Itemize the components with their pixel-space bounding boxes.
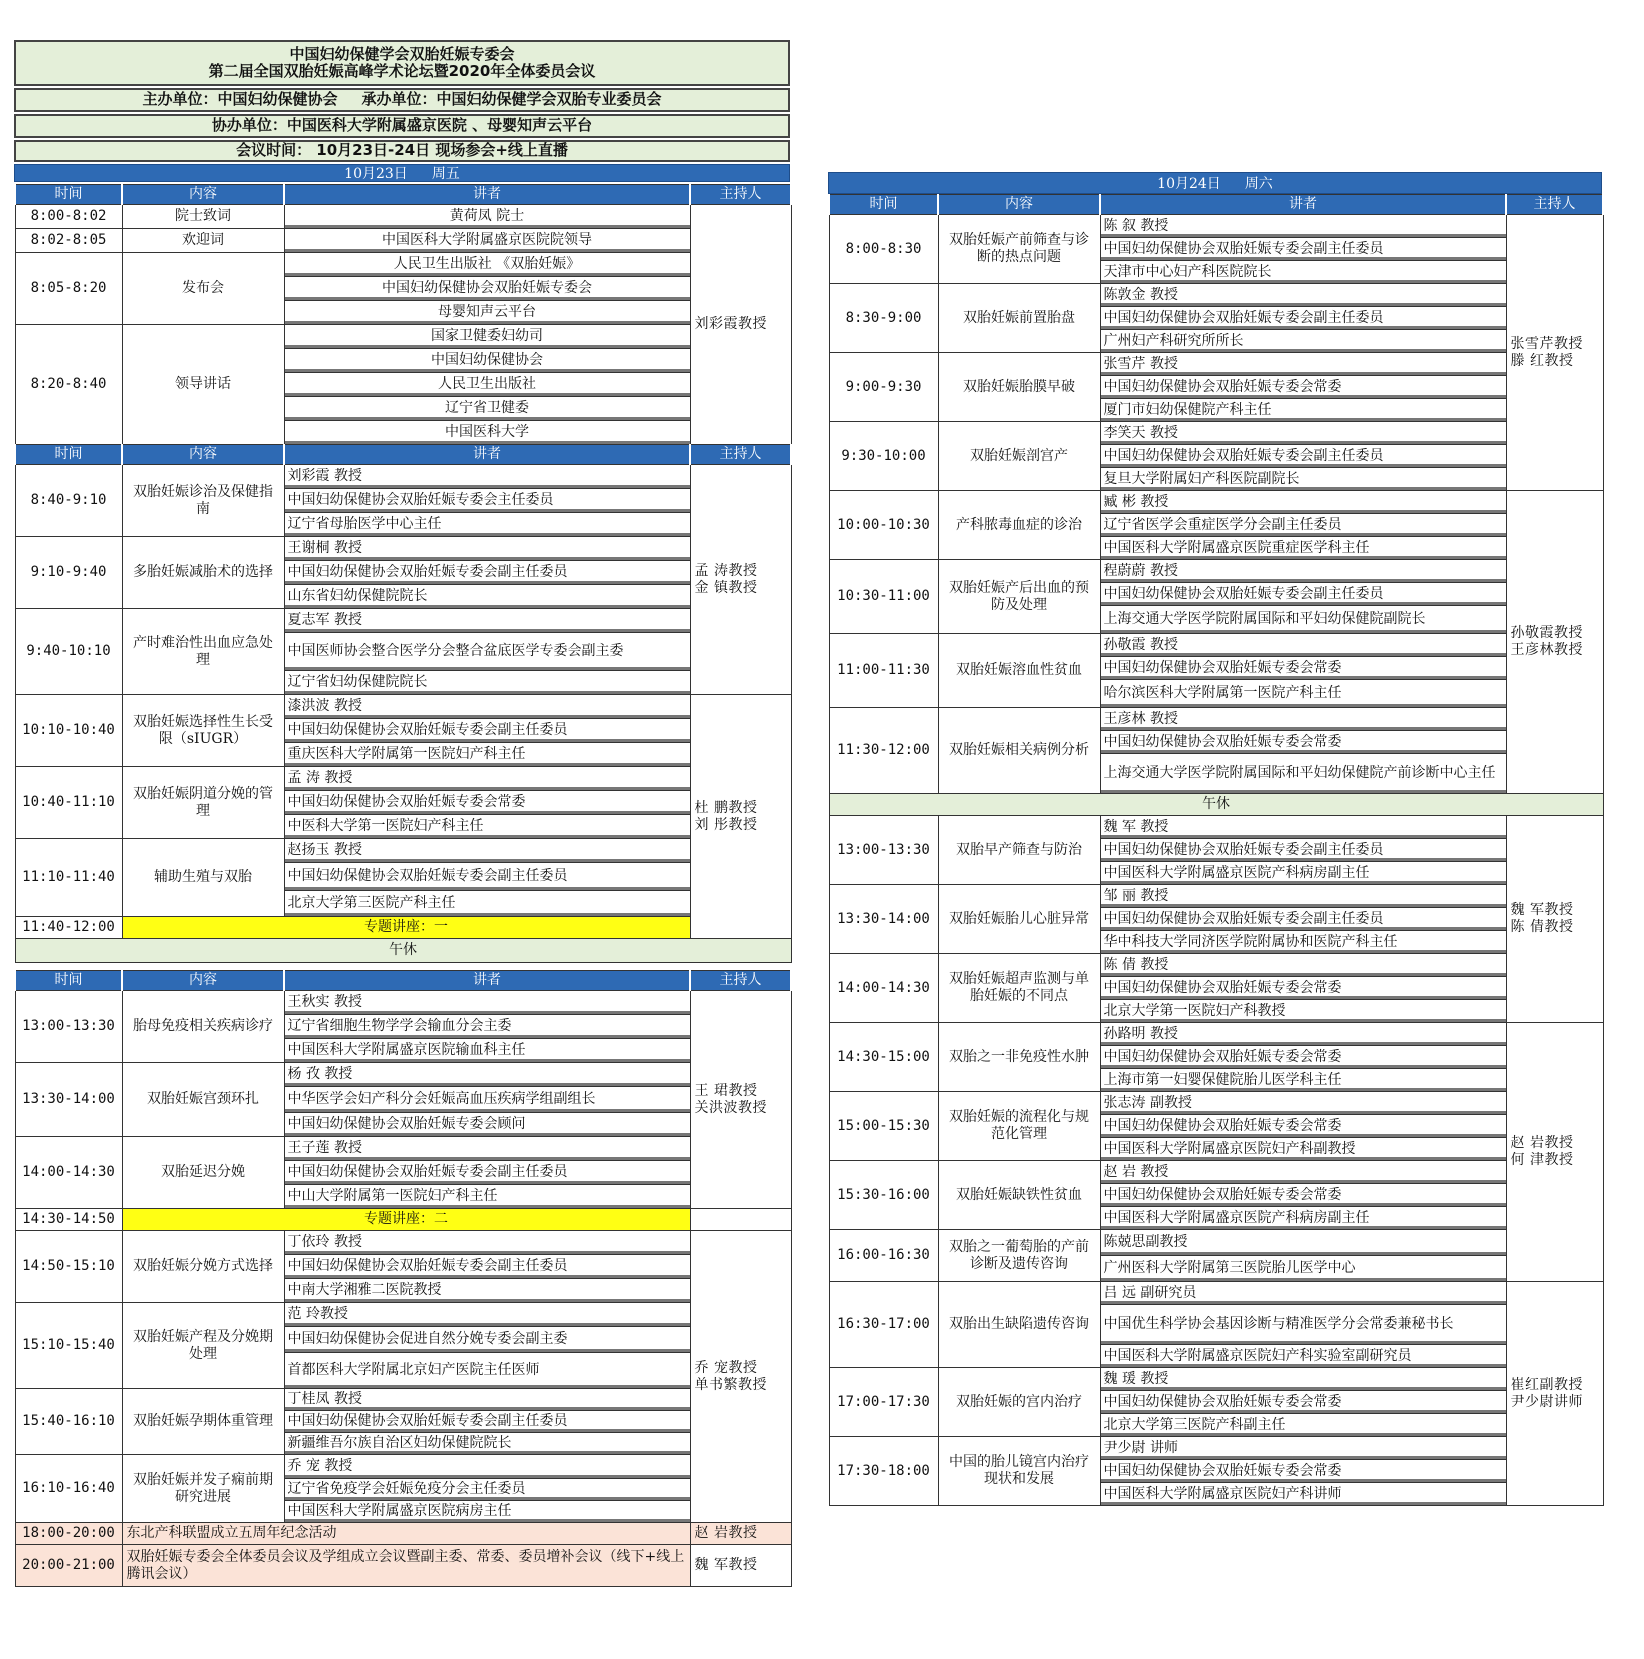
speaker-name: 杨 孜 教授 [284, 1063, 690, 1087]
session-topic: 双胎妊娠的宫内治疗 [938, 1368, 1100, 1437]
session-time: 10:30-11:00 [829, 560, 938, 634]
speaker-title: 辽宁省医学会重症医学分会副主任委员 [1100, 514, 1506, 537]
event-time: 18:00-20:00 [15, 1523, 122, 1545]
speaker-affiliation: 复旦大学附属妇产科医院副院长 [1100, 468, 1506, 491]
session-topic: 双胎妊娠阴道分娩的管理 [122, 767, 284, 839]
session-time: 10:00-10:30 [829, 491, 938, 560]
speaker-affiliation: 广州妇产科研究所所长 [1100, 330, 1506, 353]
speaker-title: 中国妇幼保健协会双胎妊娠专委会副主任委员 [284, 863, 690, 891]
session-topic: 双胎之一非免疫性水肿 [938, 1023, 1100, 1092]
speaker-title: 中国妇幼保健协会双胎妊娠专委会副主任委员 [284, 719, 690, 743]
host-name: 陈 倩教授 [1510, 919, 1574, 935]
session-host [1506, 491, 1603, 794]
speaker-affiliation: 新疆维吾尔族自治区妇幼保健院院长 [284, 1433, 690, 1455]
speaker-affiliation: 辽宁省母胎医学中心主任 [284, 513, 690, 537]
session-topic: 双胎妊娠并发子痫前期研究进展 [122, 1455, 284, 1523]
session-topic: 双胎延迟分娩 [122, 1137, 284, 1209]
speaker-name: 夏志军 教授 [284, 609, 690, 633]
meeting-time-bar [14, 140, 790, 162]
session-time: 8:00-8:30 [829, 215, 938, 284]
session-topic: 双胎妊娠选择性生长受限（sIUGR） [122, 695, 284, 767]
speaker-title: 中国妇幼保健协会双胎妊娠专委会常委 [1100, 1391, 1506, 1414]
session-host [1506, 1023, 1603, 1282]
session-time: 13:00-13:30 [829, 816, 938, 885]
speaker-title: 中国妇幼保健协会促进自然分娩专委会副主委 [284, 1327, 690, 1353]
host-name: 王 珺教授 [694, 1082, 758, 1099]
speaker-name: 吕 远 副研究员 [1100, 1282, 1506, 1305]
speaker-affiliation: 中国妇幼保健协会双胎妊娠专委会顾问 [284, 1113, 690, 1137]
session-host [1506, 1282, 1603, 1506]
speaker-title: 中华医学会妇产科分会妊娠高血压疾病学组副组长 [284, 1087, 690, 1113]
session-topic: 双胎妊娠胎儿心脏异常 [938, 885, 1100, 954]
host-name: 张雪芹教授 [1510, 335, 1583, 352]
session-topic: 发布会 [122, 253, 284, 325]
speaker-affiliation: 首都医科大学附属北京妇产医院主任医师 [284, 1353, 690, 1389]
host-name: 单书繁教授 [694, 1376, 767, 1393]
session-time: 9:30-10:00 [829, 422, 938, 491]
empty-cell [690, 1209, 791, 1231]
organizer-label: 承办单位：中国妇幼保健学会双胎专业委员会 [361, 90, 662, 109]
session-time: 17:30-18:00 [829, 1437, 938, 1506]
session-topic: 胎母免疫相关疾病诊疗 [122, 991, 284, 1063]
meeting-time: 会议时间： 10月23日-24日 现场参会+线上直播 [236, 141, 568, 160]
session-topic: 双胎妊娠诊治及保健指南 [122, 465, 284, 537]
host-name: 崔红副教授 [1510, 1376, 1583, 1393]
speaker-title: 中国妇幼保健协会双胎妊娠专委会副主任委员 [1100, 908, 1506, 931]
speaker-name: 丁桂凤 教授 [284, 1389, 690, 1411]
lunch-break-bar: 午休 [829, 794, 1603, 816]
speaker-name: 赵扬玉 教授 [284, 839, 690, 863]
speaker-title: 辽宁省免疫学会妊娠免疫分会主任委员 [284, 1479, 690, 1501]
col-header-speaker: 讲者 [284, 185, 690, 205]
session-time: 9:40-10:10 [15, 609, 122, 695]
conference-title: 第二届全国双胎妊娠高峰学术论坛暨2020年全体委员会议 [208, 62, 596, 80]
day1-opening-table [14, 184, 792, 445]
speaker-title: 中国妇幼保健协会双胎妊娠专委会常委 [1100, 1115, 1506, 1138]
host-name: 孟 涛教授 [694, 562, 758, 579]
conference-title-banner [14, 40, 790, 86]
session-topic: 双胎妊娠分娩方式选择 [122, 1231, 284, 1303]
col-header-time: 时间 [15, 445, 122, 465]
speaker-title: 中国妇幼保健协会双胎妊娠专委会副主任委员 [1100, 307, 1506, 330]
host-name: 何 津教授 [1510, 1152, 1574, 1168]
special-lecture-1: 专题讲座：一 [122, 917, 690, 939]
speaker-title: 中国妇幼保健协会双胎妊娠专委会常委 [1100, 1460, 1506, 1483]
speaker-title: 辽宁省细胞生物学学会输血分会主委 [284, 1015, 690, 1039]
session-time: 8:02-8:05 [15, 229, 122, 253]
speaker-title: 中国妇幼保健协会双胎妊娠专委会副主任委员 [284, 1255, 690, 1279]
speaker-affiliation: 中国医科大学附属盛京医院产科病房副主任 [1100, 862, 1506, 885]
speaker-affiliation: 中国医科大学附属盛京医院妇产科副教授 [1100, 1138, 1506, 1161]
col-header-host: 主持人 [690, 445, 791, 465]
speaker-affiliation: 北京大学第三医院产科主任 [284, 891, 690, 917]
session-host [1506, 215, 1603, 491]
speaker-name: 魏 军 教授 [1100, 816, 1506, 839]
session-time: 15:10-15:40 [15, 1303, 122, 1389]
session-time: 15:00-15:30 [829, 1092, 938, 1161]
speaker-affiliation: 中南大学湘雅二医院教授 [284, 1279, 690, 1303]
session-time: 14:50-15:10 [15, 1231, 122, 1303]
col-header-speaker: 讲者 [284, 971, 690, 991]
speaker-name: 程蔚蔚 教授 [1100, 560, 1506, 583]
event-host: 赵 岩教授 [690, 1523, 791, 1545]
speaker-line: 辽宁省卫健委 [284, 397, 690, 421]
special-lecture-2: 专题讲座：二 [122, 1209, 690, 1231]
col-header-content: 内容 [122, 971, 284, 991]
speaker-title: 中国妇幼保健协会双胎妊娠专委会副主任委员 [1100, 583, 1506, 606]
host-name: 赵 岩教授 [1510, 1135, 1574, 1152]
session-topic: 领导讲话 [122, 325, 284, 445]
speaker-name: 王秋实 教授 [284, 991, 690, 1015]
speaker-title: 中国妇幼保健协会双胎妊娠专委会副主任委员 [1100, 238, 1506, 261]
session-host [690, 991, 791, 1209]
speaker-name: 漆洪波 教授 [284, 695, 690, 719]
speaker-affiliation: 哈尔滨医科大学附属第一医院产科主任 [1100, 680, 1506, 708]
co-host-label: 协办单位：中国医科大学附属盛京医院 、母婴知声云平台 [211, 116, 593, 135]
col-header-host: 主持人 [690, 971, 791, 991]
session-time: 16:00-16:30 [829, 1230, 938, 1282]
speaker-title: 中国妇幼保健协会双胎妊娠专委会常委 [1100, 1184, 1506, 1207]
session-time: 13:30-14:00 [829, 885, 938, 954]
session-topic: 双胎出生缺陷遗传咨询 [938, 1282, 1100, 1368]
session-topic: 双胎妊娠宫颈环扎 [122, 1063, 284, 1137]
speaker-affiliation: 厦门市妇幼保健院产科主任 [1100, 399, 1506, 422]
speaker-title: 中国妇幼保健协会双胎妊娠专委会常委 [1100, 977, 1506, 1000]
col-header-time: 时间 [15, 971, 122, 991]
event-host: 魏 军教授 [690, 1545, 791, 1587]
session-time: 14:00-14:30 [15, 1137, 122, 1209]
col-header-content: 内容 [122, 445, 284, 465]
speaker-title: 中国妇幼保健协会双胎妊娠专委会常委 [1100, 376, 1506, 399]
session-time: 11:00-11:30 [829, 634, 938, 708]
session-host [690, 465, 791, 695]
host-name: 金 镇教授 [694, 579, 758, 596]
speaker-name: 刘彩霞 教授 [284, 465, 690, 489]
speaker-name: 张志涛 副教授 [1100, 1092, 1506, 1115]
speaker-name: 邹 丽 教授 [1100, 885, 1506, 908]
session-topic: 双胎妊娠溶血性贫血 [938, 634, 1100, 708]
special-lecture-time: 11:40-12:00 [15, 917, 122, 939]
session-topic: 双胎妊娠产后出血的预防及处理 [938, 560, 1100, 634]
col-header-time: 时间 [15, 185, 122, 205]
host-name: 乔 宠教授 [694, 1359, 758, 1376]
session-host [1506, 816, 1603, 1023]
lunch-break-bar: 午休 [15, 939, 791, 963]
speaker-name: 赵 岩 教授 [1100, 1161, 1506, 1184]
speaker-line: 中国妇幼保健协会双胎妊娠专委会 [284, 277, 690, 301]
speaker-name: 陈兢思副教授 [1100, 1230, 1506, 1256]
anniversary-event: 东北产科联盟成立五周年纪念活动 [122, 1523, 690, 1545]
speaker-line: 母婴知声云平台 [284, 301, 690, 325]
speaker-affiliation: 中医科大学第一医院妇产科主任 [284, 815, 690, 839]
session-topic: 双胎妊娠剖宫产 [938, 422, 1100, 491]
session-topic: 双胎妊娠相关病例分析 [938, 708, 1100, 794]
speaker-title: 中国妇幼保健协会双胎妊娠专委会常委 [1100, 657, 1506, 680]
session-time: 10:40-11:10 [15, 767, 122, 839]
session-topic: 双胎妊娠产前筛查与诊断的热点问题 [938, 215, 1100, 284]
speaker-affiliation: 天津市中心妇产科医院院长 [1100, 261, 1506, 284]
host-name: 杜 鹏教授 [694, 799, 758, 816]
host-label: 主办单位：中国妇幼保健协会 [142, 90, 338, 109]
speaker-title: 中国妇幼保健协会双胎妊娠专委会常委 [284, 791, 690, 815]
session-time: 8:30-9:00 [829, 284, 938, 353]
session-host [690, 695, 791, 939]
col-header-content: 内容 [938, 195, 1100, 215]
session-topic: 双胎妊娠缺铁性贫血 [938, 1161, 1100, 1230]
session-topic: 双胎妊娠的流程化与规范化管理 [938, 1092, 1100, 1161]
session-time: 9:10-9:40 [15, 537, 122, 609]
session-topic: 双胎妊娠超声监测与单胎妊娠的不同点 [938, 954, 1100, 1023]
speaker-affiliation: 上海市第一妇婴保健院胎儿医学科主任 [1100, 1069, 1506, 1092]
speaker-affiliation: 中国医科大学附属盛京医院妇产科实验室副研究员 [1100, 1345, 1506, 1368]
col-header-speaker: 讲者 [284, 445, 690, 465]
session-topic: 多胎妊娠减胎术的选择 [122, 537, 284, 609]
speaker-affiliation: 广州医科大学附属第三医院胎儿医学中心 [1100, 1256, 1506, 1282]
speaker-title: 中国医师协会整合医学分会整合盆底医学专委会副主委 [284, 633, 690, 671]
host-name: 刘 彤教授 [694, 816, 758, 833]
speaker-line: 黄荷凤 院士 [284, 205, 690, 229]
speaker-title: 中国妇幼保健协会双胎妊娠专委会副主任委员 [284, 561, 690, 585]
host-name: 魏 军教授 [1510, 902, 1574, 919]
session-topic: 辅助生殖与双胎 [122, 839, 284, 917]
host-name: 滕 红教授 [1510, 352, 1574, 369]
speaker-title: 中国妇幼保健协会双胎妊娠专委会常委 [1100, 731, 1506, 754]
speaker-title: 中国妇幼保健协会双胎妊娠专委会副主任委员 [1100, 445, 1506, 468]
host-name: 关洪波教授 [694, 1099, 767, 1116]
session-time: 9:00-9:30 [829, 353, 938, 422]
session-time: 8:40-9:10 [15, 465, 122, 537]
session-time: 17:00-17:30 [829, 1368, 938, 1437]
speaker-title: 中国妇幼保健协会双胎妊娠专委会常委 [1100, 1046, 1506, 1069]
speaker-affiliation: 上海交通大学医学院附属国际和平妇幼保健院副院长 [1100, 606, 1506, 634]
session-time: 11:10-11:40 [15, 839, 122, 917]
speaker-name: 孟 涛 教授 [284, 767, 690, 791]
speaker-name: 王子莲 教授 [284, 1137, 690, 1161]
speaker-name: 张雪芹 教授 [1100, 353, 1506, 376]
speaker-line: 人民卫生出版社 [284, 373, 690, 397]
day2-weekday: 周六 [1244, 176, 1273, 192]
host-organizer-bar [14, 88, 790, 112]
session-topic: 双胎妊娠前置胎盘 [938, 284, 1100, 353]
session-topic: 中国的胎儿镜宫内治疗现状和发展 [938, 1437, 1100, 1506]
speaker-name: 孙路明 教授 [1100, 1023, 1506, 1046]
speaker-affiliation: 重庆医科大学附属第一医院妇产科主任 [284, 743, 690, 767]
session-time: 8:00-8:02 [15, 205, 122, 229]
session-topic: 院士致词 [122, 205, 284, 229]
session-topic: 双胎妊娠胎膜早破 [938, 353, 1100, 422]
host-name: 孙敬霞教授 [1510, 625, 1583, 642]
speaker-affiliation: 华中科技大学同济医学院附属协和医院产科主任 [1100, 931, 1506, 954]
session-host [690, 1231, 791, 1523]
col-header-content: 内容 [122, 185, 284, 205]
speaker-affiliation: 中国医科大学附属盛京医院妇产科讲师 [1100, 1483, 1506, 1506]
session-time: 11:30-12:00 [829, 708, 938, 794]
speaker-title: 中国优生科学协会基因诊断与精准医学分会常委兼秘书长 [1100, 1305, 1506, 1345]
event-time: 20:00-21:00 [15, 1545, 122, 1587]
col-header-time: 时间 [829, 195, 938, 215]
col-header-host: 主持人 [690, 185, 791, 205]
special-lecture-time: 14:30-14:50 [15, 1209, 122, 1231]
speaker-line: 国家卫健委妇幼司 [284, 325, 690, 349]
speaker-affiliation: 北京大学第一医院妇产科教授 [1100, 1000, 1506, 1023]
day1-morning-table [14, 444, 792, 963]
session-time: 10:10-10:40 [15, 695, 122, 767]
speaker-affiliation: 中国医科大学附属盛京医院产科病房副主任 [1100, 1207, 1506, 1230]
speaker-name: 魏 瑗 教授 [1100, 1368, 1506, 1391]
speaker-line: 人民卫生出版社 《双胎妊娠》 [284, 253, 690, 277]
session-time: 15:30-16:00 [829, 1161, 938, 1230]
org-title: 中国妇幼保健学会双胎妊娠专委会 [289, 44, 515, 63]
speaker-name: 尹少尉 讲师 [1100, 1437, 1506, 1460]
session-time: 14:30-15:00 [829, 1023, 938, 1092]
speaker-affiliation: 上海交通大学医学院附属国际和平妇幼保健院产前诊断中心主任 [1100, 754, 1506, 794]
session-time: 14:00-14:30 [829, 954, 938, 1023]
day1-weekday: 周五 [431, 166, 460, 182]
day1-afternoon-table [14, 970, 792, 1587]
day1-date-bar [14, 164, 790, 182]
co-host-bar [14, 114, 790, 138]
session-topic: 双胎妊娠产程及分娩期处理 [122, 1303, 284, 1389]
session-time: 13:30-14:00 [15, 1063, 122, 1137]
session-topic: 双胎妊娠孕期体重管理 [122, 1389, 284, 1455]
session-time: 16:10-16:40 [15, 1455, 122, 1523]
speaker-name: 陈敦金 教授 [1100, 284, 1506, 307]
day1-schedule-sheet [14, 40, 790, 1600]
session-time: 8:20-8:40 [15, 325, 122, 445]
speaker-title: 中国妇幼保健协会双胎妊娠专委会副主任委员 [284, 1411, 690, 1433]
session-topic: 双胎早产筛查与防治 [938, 816, 1100, 885]
session-topic: 欢迎词 [122, 229, 284, 253]
speaker-name: 李笑天 教授 [1100, 422, 1506, 445]
session-topic: 双胎之一葡萄胎的产前诊断及遗传咨询 [938, 1230, 1100, 1282]
session-time: 13:00-13:30 [15, 991, 122, 1063]
speaker-name: 陈 倩 教授 [1100, 954, 1506, 977]
session-time: 8:05-8:20 [15, 253, 122, 325]
day2-schedule-sheet [828, 172, 1602, 1552]
speaker-line: 中国医科大学附属盛京医院院领导 [284, 229, 690, 253]
speaker-affiliation: 中国医科大学附属盛京医院输血科主任 [284, 1039, 690, 1063]
session-topic: 产时难治性出血应急处理 [122, 609, 284, 695]
col-header-speaker: 讲者 [1100, 195, 1506, 215]
session-host: 刘彩霞教授 [690, 205, 791, 445]
session-topic: 产科脓毒血症的诊治 [938, 491, 1100, 560]
speaker-affiliation: 中山大学附属第一医院妇产科主任 [284, 1185, 690, 1209]
day2-date-bar [828, 172, 1602, 194]
speaker-name: 孙敬霞 教授 [1100, 634, 1506, 657]
speaker-affiliation: 中国医科大学附属盛京医院重症医学科主任 [1100, 537, 1506, 560]
speaker-name: 臧 彬 教授 [1100, 491, 1506, 514]
speaker-line: 中国医科大学 [284, 421, 690, 445]
speaker-name: 范 玲教授 [284, 1303, 690, 1327]
day2-date: 10月24日 [1157, 176, 1221, 192]
speaker-affiliation: 北京大学第三医院产科副主任 [1100, 1414, 1506, 1437]
speaker-affiliation: 中国医科大学附属盛京医院病房主任 [284, 1501, 690, 1523]
speaker-name: 乔 宠 教授 [284, 1455, 690, 1479]
speaker-affiliation: 辽宁省妇幼保健院院长 [284, 671, 690, 695]
speaker-name: 王谢桐 教授 [284, 537, 690, 561]
speaker-title: 中国妇幼保健协会双胎妊娠专委会副主任委员 [1100, 839, 1506, 862]
day1-date: 10月23日 [344, 166, 408, 182]
session-time: 16:30-17:00 [829, 1282, 938, 1368]
session-time: 15:40-16:10 [15, 1389, 122, 1455]
committee-meeting-event: 双胎妊娠专委会全体委员会议及学组成立会议暨副主委、常委、委员增补会议（线下+线上腾讯会议） [122, 1545, 690, 1587]
speaker-name: 丁依玲 教授 [284, 1231, 690, 1255]
speaker-title: 中国妇幼保健协会双胎妊娠专委会主任委员 [284, 489, 690, 513]
speaker-name: 陈 叙 教授 [1100, 215, 1506, 238]
speaker-title: 中国妇幼保健协会双胎妊娠专委会副主任委员 [284, 1161, 690, 1185]
host-name: 尹少尉讲师 [1510, 1393, 1583, 1410]
speaker-line: 中国妇幼保健协会 [284, 349, 690, 373]
day2-table [828, 194, 1604, 1506]
host-name: 王彦林教授 [1510, 642, 1583, 658]
speaker-name: 王彦林 教授 [1100, 708, 1506, 731]
speaker-affiliation: 山东省妇幼保健院院长 [284, 585, 690, 609]
col-header-host: 主持人 [1506, 195, 1603, 215]
